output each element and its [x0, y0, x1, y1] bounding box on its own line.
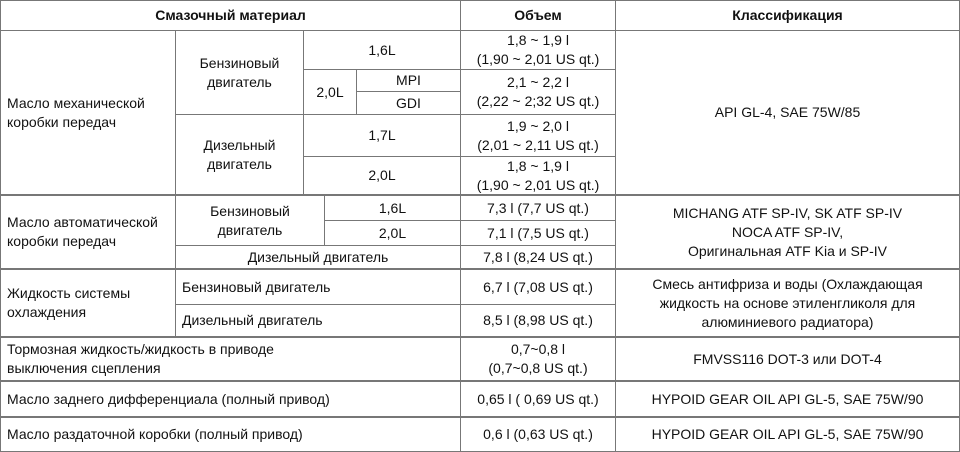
mt-name: Масло механической коробки передач [0, 31, 176, 196]
cool-vol-diesel: 8,5 l (8,98 US qt.) [461, 305, 616, 338]
mt-petrol-16: 1,6L [304, 31, 461, 70]
brake-class: FMVSS116 DOT-3 или DOT-4 [616, 338, 960, 382]
transfer-class: HYPOID GEAR OIL API GL-5, SAE 75W/90 [616, 418, 960, 452]
mt-vol-p20: 2,1 ~ 2,2 l (2,22 ~ 2;32 US qt.) [461, 70, 616, 115]
header-lubricant: Смазочный материал [0, 0, 461, 31]
mt-diesel: Дизельный двигатель [176, 115, 304, 196]
mt-vol-d20: 1,8 ~ 1,9 l (1,90 ~ 2,01 US qt.) [461, 157, 616, 196]
mt-petrol: Бензиновый двигатель [176, 31, 304, 115]
at-petrol: Бензиновый двигатель [176, 196, 325, 246]
rear-vol: 0,65 l ( 0,69 US qt.) [461, 382, 616, 418]
mt-class: API GL-4, SAE 75W/85 [616, 31, 960, 196]
at-diesel: Дизельный двигатель [176, 246, 461, 270]
at-vol-p16: 7,3 l (7,7 US qt.) [461, 196, 616, 221]
mt-vol-d17: 1,9 ~ 2,0 l (2,01 ~ 2,11 US qt.) [461, 115, 616, 157]
transfer-vol: 0,6 l (0,63 US qt.) [461, 418, 616, 452]
at-class: MICHANG ATF SP-IV, SK ATF SP-IV NOCA ATF SP-IV, Оригинальная ATF Kia и SP-IV [616, 196, 960, 270]
cool-class: Смесь антифриза и воды (Охлаждающая жидкость на основе этиленгликоля для алюминиевого радиатора) [616, 270, 960, 338]
at-name: Масло автоматической коробки передач [0, 196, 176, 270]
at-vol-diesel: 7,8 l (8,24 US qt.) [461, 246, 616, 270]
rear-class: HYPOID GEAR OIL API GL-5, SAE 75W/90 [616, 382, 960, 418]
mt-petrol-20: 2,0L [304, 70, 357, 115]
cool-name: Жидкость системы охлаждения [0, 270, 176, 338]
transfer-name: Масло раздаточной коробки (полный привод) [0, 418, 461, 452]
at-petrol-20: 2,0L [325, 221, 461, 246]
mt-diesel-17: 1,7L [304, 115, 461, 157]
mt-petrol-gdi: GDI [357, 92, 461, 115]
cool-vol-petrol: 6,7 l (7,08 US qt.) [461, 270, 616, 305]
brake-name: Тормозная жидкость/жидкость в приводе выключения сцепления [0, 338, 461, 382]
brake-vol: 0,7~0,8 l (0,7~0,8 US qt.) [461, 338, 616, 382]
rear-name: Масло заднего дифференциала (полный привод) [0, 382, 461, 418]
cool-petrol: Бензиновый двигатель [176, 270, 461, 305]
at-vol-p20: 7,1 l (7,5 US qt.) [461, 221, 616, 246]
mt-diesel-20: 2,0L [304, 157, 461, 196]
header-classification: Классификация [616, 0, 960, 31]
cool-diesel: Дизельный двигатель [176, 305, 461, 338]
at-petrol-16: 1,6L [325, 196, 461, 221]
mt-petrol-mpi: MPI [357, 70, 461, 92]
mt-vol-p16: 1,8 ~ 1,9 l (1,90 ~ 2,01 US qt.) [461, 31, 616, 70]
header-volume: Объем [461, 0, 616, 31]
